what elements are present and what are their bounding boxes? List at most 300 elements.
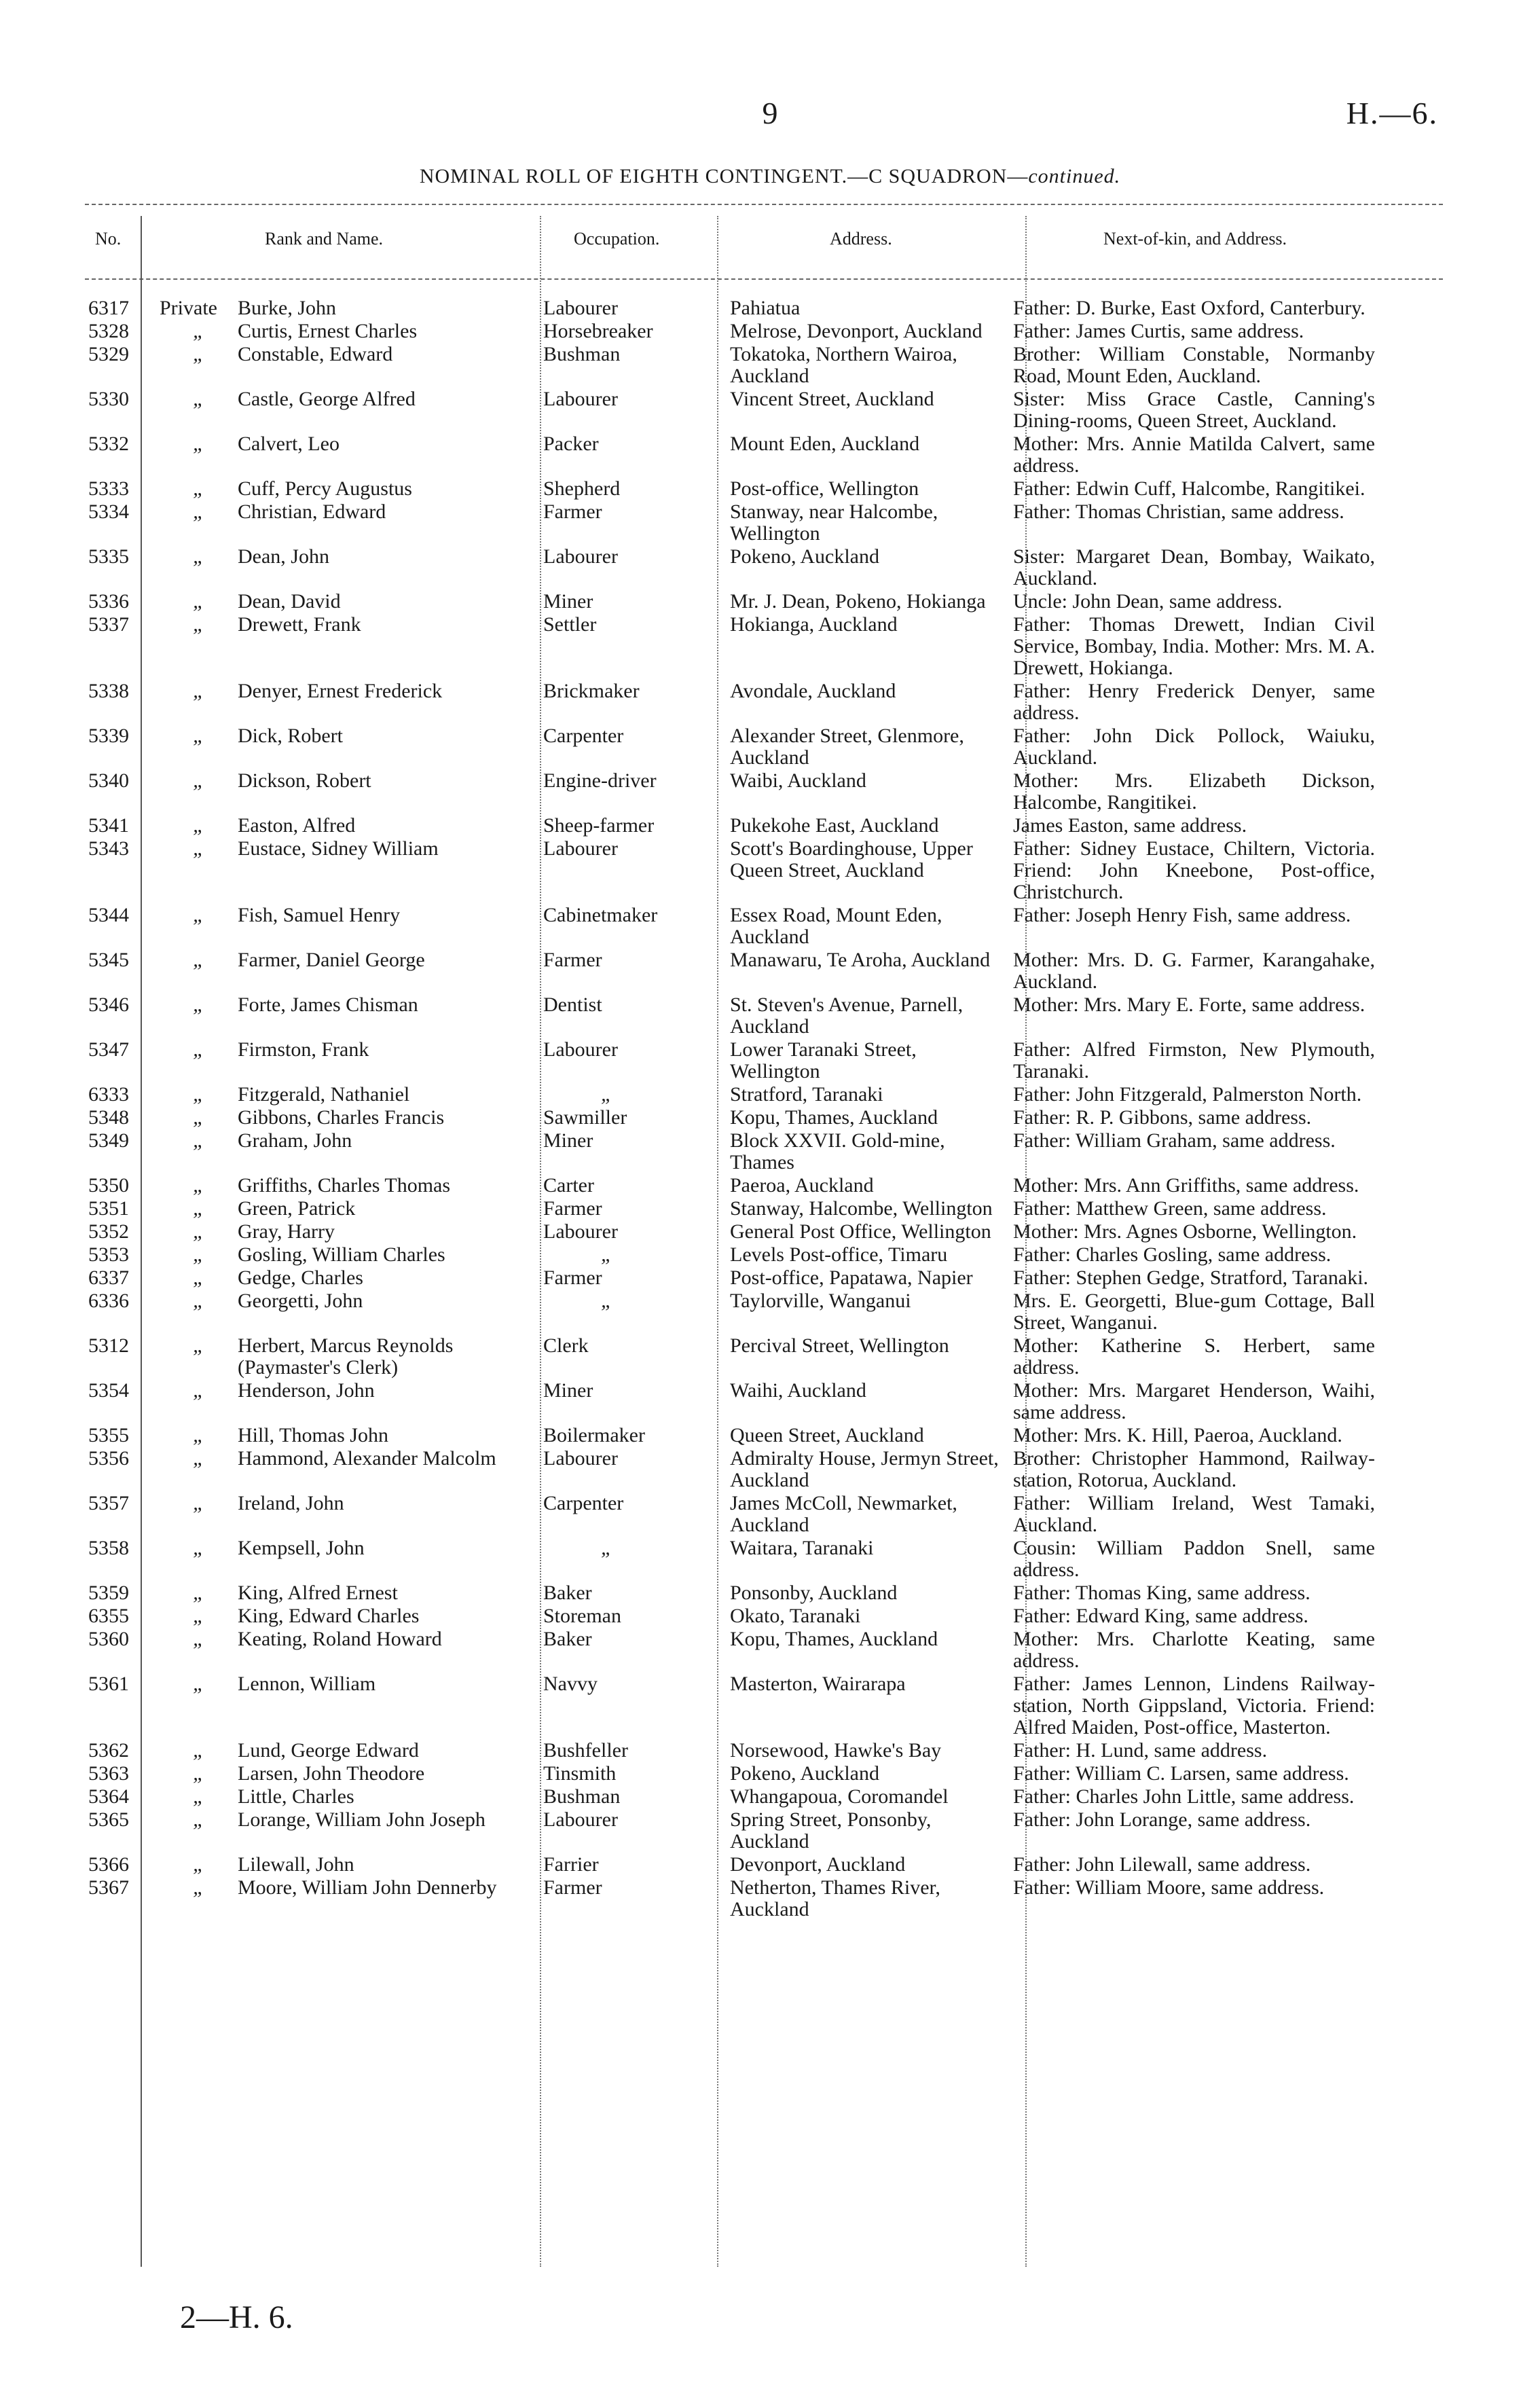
row-name: Ireland, John [238,1492,344,1514]
row-number: 5351 [88,1197,129,1220]
row-next-of-kin: Mother: Mrs. Elizabeth Dickson, Halcombe, Rangitikei. [1013,769,1375,814]
row-occupation: „ [601,1290,612,1312]
table-row [0,1198,1540,1221]
table-row [0,1877,1540,1922]
row-address: Mr. J. Dean, Pokeno, Hokianga [730,590,986,613]
table-row [0,815,1540,838]
table-row [0,1107,1540,1130]
row-address: Stanway, near Halcombe, Wellington [730,500,938,545]
row-occupation: Packer [543,433,599,455]
row-rank: „ [193,904,204,926]
row-name: Larsen, John Theodore [238,1762,425,1785]
row-name: Hill, Thomas John [238,1424,388,1446]
row-address: Avondale, Auckland [730,680,896,702]
row-address: Post-office, Papatawa, Napier [730,1266,973,1289]
table-row [0,838,1540,905]
row-name: Denyer, Ernest Frederick [238,680,443,702]
row-rank-name [132,478,519,500]
row-number: 5334 [88,500,129,523]
row-name: Keating, Roland Howard [238,1628,442,1650]
row-rank: „ [193,1739,204,1762]
row-rank-name [132,321,519,342]
row-rank-name [132,1130,519,1173]
header-next-of-kin: Next-of-kin, and Address. [1103,229,1287,249]
table-row [0,1267,1540,1290]
row-rank-name [132,1290,519,1334]
row-rank: „ [193,1290,204,1312]
row-name: Kempsell, John [238,1537,365,1559]
row-rank: „ [193,1785,204,1808]
row-name: Constable, Edward [238,343,393,365]
row-name: Georgetti, John [238,1290,363,1312]
row-address: Essex Road, Mount Eden, Auckland [730,904,942,948]
row-rank-name [132,1380,519,1423]
row-rank-name [132,1244,519,1266]
row-occupation: Shepherd [543,477,621,500]
header-rank-name: Rank and Name. [265,229,384,249]
row-occupation: Baker [543,1582,592,1604]
row-rank: „ [193,1220,204,1243]
row-rank-name [132,344,519,387]
table-row [0,1130,1540,1175]
row-rank-name [132,1335,519,1379]
table-row [0,725,1540,770]
row-next-of-kin: Father: William Ireland, West Tamaki, Auckland. [1013,1492,1375,1536]
row-rank: „ [193,477,204,500]
row-rank: „ [193,1424,204,1446]
row-address: Kopu, Thames, Auckland [730,1628,938,1650]
row-number: 5354 [88,1379,129,1402]
row-name: Henderson, John [238,1379,375,1402]
row-number: 5362 [88,1739,129,1762]
row-rank-name [132,1107,519,1129]
row-name: Herbert, Marcus Reynolds (Paymaster's Clerk) [238,1334,454,1379]
table-row [0,1335,1540,1380]
row-address: Netherton, Thames River, Auckland [730,1876,940,1920]
row-next-of-kin: Father: Thomas King, same address. [1013,1582,1310,1604]
row-address: Waitara, Taranaki [730,1537,874,1559]
row-occupation: Settler [543,613,597,636]
row-rank-name [132,1582,519,1604]
row-rank-name [132,388,519,432]
row-occupation: Carpenter [543,725,624,747]
row-occupation: Miner [543,1379,593,1402]
row-next-of-kin: Father: Thomas Christian, same address. [1013,500,1344,523]
row-next-of-kin: Father: Thomas Drewett, Indian Civil Service, Bombay, India. Mother: Mrs. M. A. Drewett, Hokianga. [1013,613,1375,679]
row-rank: „ [193,343,204,365]
row-rank: „ [193,1129,204,1152]
table-row [0,770,1540,815]
row-occupation: Carter [543,1174,594,1197]
row-address: Masterton, Wairarapa [730,1673,906,1695]
row-next-of-kin: Father: H. Lund, same address. [1013,1739,1268,1762]
row-rank: „ [193,1762,204,1785]
row-rank: „ [193,1243,204,1266]
row-next-of-kin: Father: R. P. Gibbons, same address. [1013,1106,1312,1129]
table-row [0,1809,1540,1854]
row-rank-name [132,433,519,477]
row-address: Paeroa, Auckland [730,1174,874,1197]
roll-title-main: NOMINAL ROLL OF EIGHTH CONTINGENT.—C SQUADRON— [419,165,1029,187]
row-rank: „ [193,1628,204,1650]
table-row [0,546,1540,591]
row-occupation: Labourer [543,545,618,568]
row-rank: „ [193,433,204,455]
row-number: 5349 [88,1129,129,1152]
row-rank: „ [193,814,204,837]
table-row [0,1448,1540,1493]
row-name: Dickson, Robert [238,769,371,792]
table-row [0,501,1540,546]
row-next-of-kin: Father: Joseph Henry Fish, same address. [1013,904,1351,926]
row-address: Norsewood, Hawke's Bay [730,1739,942,1762]
row-next-of-kin: Mrs. E. Georgetti, Blue-gum Cottage, Ball Street, Wanganui. [1013,1290,1375,1334]
row-rank: „ [193,680,204,702]
row-rank-name [132,501,519,545]
table-row [0,433,1540,478]
row-rank-name [132,1740,519,1762]
row-name: Hammond, Alexander Malcolm [238,1447,496,1470]
row-rank-name [132,1673,519,1738]
row-occupation: Bushman [543,1785,621,1808]
row-rank-name [132,591,519,613]
row-next-of-kin: Mother: Mrs. Margaret Henderson, Waihi, same address. [1013,1379,1375,1423]
row-rank: „ [193,1266,204,1289]
table-row [0,949,1540,994]
row-rank-name [132,1877,519,1920]
row-next-of-kin: Mother: Mrs. Agnes Osborne, Wellington. [1013,1220,1357,1243]
row-rank: „ [193,545,204,568]
row-rank-name [132,1763,519,1785]
table-row [0,1039,1540,1084]
row-occupation: Farrier [543,1853,599,1876]
header-bottom-rule [85,278,1443,280]
row-next-of-kin: Brother: Christopher Hammond, Railway-station, Rotorua, Auckland. [1013,1447,1375,1491]
header-no: No. [95,229,122,249]
footer-signature: 2—H. 6. [180,2299,293,2335]
row-address: James McColl, Newmarket, Auckland [730,1492,957,1536]
row-rank: „ [193,1083,204,1106]
row-name: Curtis, Ernest Charles [238,320,418,342]
table-row [0,994,1540,1039]
row-address: Devonport, Auckland [730,1853,906,1876]
row-rank: „ [193,388,204,410]
table-row [0,478,1540,501]
row-address: Whangapoua, Coromandel [730,1785,949,1808]
row-occupation: Labourer [543,388,618,410]
roll-title [0,165,1540,188]
row-address: Alexander Street, Glenmore, Auckland [730,725,964,769]
row-rank: „ [193,1334,204,1357]
row-occupation: Cabinetmaker [543,904,658,926]
row-next-of-kin: Father: William Moore, same address. [1013,1876,1325,1899]
row-number: 5356 [88,1447,129,1470]
table-row [0,344,1540,388]
row-rank-name [132,905,519,948]
table-row [0,1290,1540,1335]
row-number: 5367 [88,1876,129,1899]
row-number: 5338 [88,680,129,702]
row-number: 6317 [88,297,129,319]
row-address: Taylorville, Wanganui [730,1290,911,1312]
row-name: Lilewall, John [238,1853,354,1876]
row-rank: „ [193,1853,204,1876]
row-rank: „ [193,769,204,792]
row-next-of-kin: Father: Charles John Little, same address. [1013,1785,1355,1808]
row-address: Block XXVII. Gold-mine, Thames [730,1129,945,1173]
row-number: 5355 [88,1424,129,1446]
row-rank-name [132,815,519,837]
row-name: Gibbons, Charles Francis [238,1106,445,1129]
table-row [0,1628,1540,1673]
row-rank: „ [193,1808,204,1831]
row-name: Dean, John [238,545,329,568]
table-row [0,680,1540,725]
row-number: 5340 [88,769,129,792]
row-address: Admiralty House, Jermyn Street, Auckland [730,1447,999,1491]
row-name: Cuff, Percy Augustus [238,477,412,500]
row-rank-name [132,1493,519,1536]
row-address: Spring Street, Ponsonby, Auckland [730,1808,932,1853]
row-number: 6355 [88,1605,129,1627]
row-rank: „ [193,725,204,747]
row-rank-name [132,1854,519,1876]
row-address: Tokatoka, Northern Wairoa, Auckland [730,343,957,387]
row-name: Lorange, William John Joseph [238,1808,485,1831]
row-name: King, Edward Charles [238,1605,420,1627]
row-name: Griffiths, Charles Thomas [238,1174,451,1197]
table-row [0,1084,1540,1107]
row-occupation: Dentist [543,994,602,1016]
row-name: Christian, Edward [238,500,386,523]
row-number: 5366 [88,1853,129,1876]
row-number: 5347 [88,1038,129,1061]
row-number: 6336 [88,1290,129,1312]
row-number: 5339 [88,725,129,747]
row-number: 5365 [88,1808,129,1831]
row-next-of-kin: Father: D. Burke, East Oxford, Canterbury. [1013,297,1365,319]
row-rank: „ [193,1447,204,1470]
row-next-of-kin: Mother: Mrs. D. G. Farmer, Karangahake, Auckland. [1013,949,1375,993]
table-row [0,388,1540,433]
row-name: Graham, John [238,1129,352,1152]
row-occupation: Farmer [543,949,602,971]
row-number: 5358 [88,1537,129,1559]
row-address: Pokeno, Auckland [730,545,879,568]
row-occupation: Farmer [543,1197,602,1220]
row-number: 5335 [88,545,129,568]
row-name: Drewett, Frank [238,613,361,636]
row-address: Stanway, Halcombe, Wellington [730,1197,993,1220]
row-name: Easton, Alfred [238,814,356,837]
row-number: 5348 [88,1106,129,1129]
row-occupation: Labourer [543,1447,618,1470]
row-name: Little, Charles [238,1785,354,1808]
row-name: Fitzgerald, Nathaniel [238,1083,410,1106]
row-number: 5337 [88,613,129,636]
table-row [0,1380,1540,1425]
row-address: Hokianga, Auckland [730,613,898,636]
row-address: Okato, Taranaki [730,1605,861,1627]
row-occupation: Carpenter [543,1492,624,1514]
row-occupation: Bushman [543,343,621,365]
row-next-of-kin: Uncle: John Dean, same address. [1013,590,1283,613]
row-number: 6337 [88,1266,129,1289]
row-rank: Private [160,297,217,319]
page-reference: H.—6. [1346,96,1438,130]
row-next-of-kin: Father: James Curtis, same address. [1013,320,1304,342]
row-address: Waihi, Auckland [730,1379,866,1402]
row-address: Melrose, Devonport, Auckland [730,320,983,342]
row-number: 5330 [88,388,129,410]
table-row [0,297,1540,321]
row-address: Mount Eden, Auckland [730,433,920,455]
row-name: Lennon, William [238,1673,376,1695]
row-name: Forte, James Chisman [238,994,418,1016]
row-occupation: Horsebreaker [543,320,653,342]
row-number: 5352 [88,1220,129,1243]
row-rank: „ [193,1379,204,1402]
row-occupation: Sheep-farmer [543,814,655,837]
row-occupation: Labourer [543,297,618,319]
row-occupation: Bushfeller [543,1739,628,1762]
row-number: 5363 [88,1762,129,1785]
row-address: Percival Street, Wellington [730,1334,949,1357]
table-row [0,1605,1540,1628]
row-address: Pahiatua [730,297,801,319]
table-row [0,1175,1540,1198]
row-number: 5346 [88,994,129,1016]
row-next-of-kin: Father: Edwin Cuff, Halcombe, Rangitikei. [1013,477,1365,500]
row-rank-name [132,1605,519,1627]
table-row [0,591,1540,614]
row-occupation: Baker [543,1628,592,1650]
row-name: Farmer, Daniel George [238,949,425,971]
row-rank-name [132,1628,519,1672]
row-next-of-kin: James Easton, same address. [1013,814,1247,837]
row-address: St. Steven's Avenue, Parnell, Auckland [730,994,964,1038]
row-rank: „ [193,1197,204,1220]
row-address: Stratford, Taranaki [730,1083,883,1106]
row-name: Castle, George Alfred [238,388,416,410]
row-number: 5329 [88,343,129,365]
row-name: King, Alfred Ernest [238,1582,398,1604]
page-number: 9 [762,96,778,130]
row-address: Manawaru, Te Aroha, Auckland [730,949,991,971]
row-next-of-kin: Father: John Lorange, same address. [1013,1808,1311,1831]
row-next-of-kin: Mother: Katherine S. Herbert, same address. [1013,1334,1375,1379]
row-occupation: Miner [543,590,593,613]
row-rank: „ [193,1038,204,1061]
row-name: Gosling, William Charles [238,1243,445,1266]
row-address: Kopu, Thames, Auckland [730,1106,938,1129]
row-address: Scott's Boardinghouse, Upper Queen Street, Auckland [730,837,973,881]
row-name: Gray, Harry [238,1220,335,1243]
row-name: Burke, John [238,297,336,319]
table-row [0,1786,1540,1809]
row-occupation: Navvy [543,1673,598,1695]
row-rank-name [132,1221,519,1243]
row-name: Dick, Robert [238,725,343,747]
row-number: 5341 [88,814,129,837]
row-number: 5332 [88,433,129,455]
row-next-of-kin: Sister: Margaret Dean, Bombay, Waikato, Auckland. [1013,545,1375,589]
row-rank: „ [193,613,204,636]
table-row [0,1425,1540,1448]
row-occupation: Brickmaker [543,680,640,702]
table-row [0,1854,1540,1877]
table-row [0,1493,1540,1537]
row-name: Dean, David [238,590,341,613]
row-name: Calvert, Leo [238,433,340,455]
row-next-of-kin: Cousin: William Paddon Snell, same address. [1013,1537,1375,1581]
row-rank: „ [193,320,204,342]
row-rank-name [132,1809,519,1853]
roll-table-body [0,297,1540,1922]
row-number: 5360 [88,1628,129,1650]
table-row [0,1537,1540,1582]
row-rank-name [132,949,519,993]
row-number: 5312 [88,1334,129,1357]
row-rank: „ [193,1492,204,1514]
table-header [0,229,1540,256]
row-rank: „ [193,994,204,1016]
row-address: Waibi, Auckland [730,769,866,792]
row-number: 5359 [88,1582,129,1604]
row-rank-name [132,1084,519,1106]
row-occupation: Clerk [543,1334,589,1357]
row-next-of-kin: Father: Stephen Gedge, Stratford, Taranaki. [1013,1266,1369,1289]
row-number: 5361 [88,1673,129,1695]
row-name: Firmston, Frank [238,1038,369,1061]
row-occupation: Labourer [543,1038,618,1061]
row-address: Levels Post-office, Timaru [730,1243,948,1266]
row-occupation: Sawmiller [543,1106,627,1129]
row-rank: „ [193,500,204,523]
row-next-of-kin: Brother: William Constable, Normanby Road, Mount Eden, Auckland. [1013,343,1375,387]
row-next-of-kin: Father: James Lennon, Lindens Railway-station, North Gippsland, Victoria. Friend: Alfred Maiden, Post-office, Masterton. [1013,1673,1375,1738]
row-next-of-kin: Father: John Dick Pollock, Waiuku, Auckland. [1013,725,1375,769]
row-rank-name [132,1039,519,1082]
row-next-of-kin: Mother: Mrs. Ann Griffiths, same address. [1013,1174,1359,1197]
row-rank-name [132,994,519,1038]
row-occupation: „ [601,1243,612,1266]
row-occupation: Miner [543,1129,593,1152]
row-rank-name [132,1786,519,1808]
row-address: Vincent Street, Auckland [730,388,934,410]
row-rank-name [132,1198,519,1220]
row-rank-name [132,1175,519,1197]
row-number: 5357 [88,1492,129,1514]
row-next-of-kin: Mother: Mrs. Charlotte Keating, same address. [1013,1628,1375,1672]
row-name: Moore, William John Dennerby [238,1876,497,1899]
row-occupation: Storeman [543,1605,621,1627]
row-occupation: „ [601,1537,612,1559]
row-rank-name [132,614,519,679]
row-rank: „ [193,1673,204,1695]
row-address: Ponsonby, Auckland [730,1582,898,1604]
table-row [0,1763,1540,1786]
row-rank-name [132,680,519,724]
row-next-of-kin: Father: Matthew Green, same address. [1013,1197,1327,1220]
row-number: 5343 [88,837,129,860]
row-rank: „ [193,1876,204,1899]
row-name: Lund, George Edward [238,1739,419,1762]
row-occupation: Farmer [543,500,602,523]
row-name: Fish, Samuel Henry [238,904,401,926]
table-row [0,1740,1540,1763]
row-occupation: Engine-driver [543,769,657,792]
